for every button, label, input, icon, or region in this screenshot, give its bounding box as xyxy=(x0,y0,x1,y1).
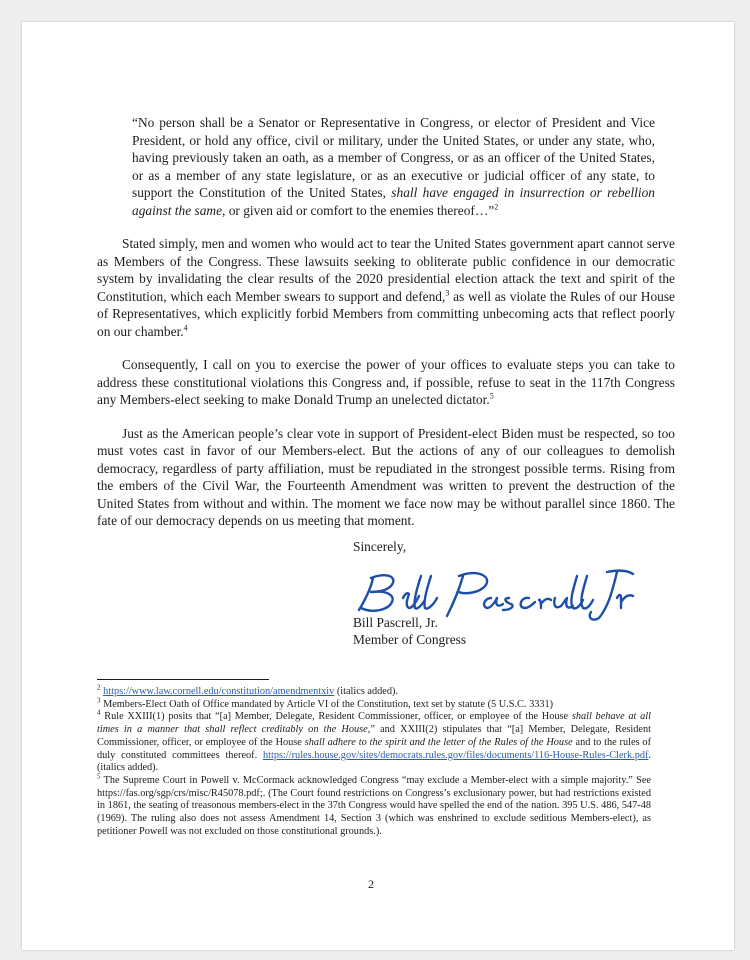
signatory-block xyxy=(353,614,466,648)
salutation: Sincerely, xyxy=(353,539,407,554)
footnote-4-italic-2: shall adhere to the spirit and the letter of the Rules of the House xyxy=(304,736,573,748)
footnote-4-text-c: and to the rules of duly constituted committees thereof. xyxy=(97,736,652,761)
p2-footnote-ref-5: 5 xyxy=(489,391,494,401)
constitution-quote xyxy=(132,114,655,219)
footnote-4-number: 4 xyxy=(97,708,101,717)
letter-page xyxy=(22,22,734,950)
footnote-3-text: Members-Elect Oath of Office mandated by Article VI of the Constitution, text set by statute (5 U.S.C. 3331) xyxy=(100,698,554,710)
footnote-2 xyxy=(97,683,651,699)
quote-footnote-ref: 2 xyxy=(494,202,499,212)
p3-text: Just as the American people’s clear vote in support of President-elect Biden must be respected, so too must votes cast in favor of our Members-elect. But the actions of any of our colleagues to demolish democracy, regardless of party affiliation, must be repudiated in the strongest possible terms. Rising from the embers of the Civil War, the Fourteenth Amendment was written to prevent the destruction of the United States from without and within. The moment we face now may be without parallel since 1860. The fate of our democracy depends on us meeting that moment. xyxy=(97,425,675,528)
signatory-name: Bill Pascrell, Jr. xyxy=(353,615,438,630)
footnote-5 xyxy=(97,772,651,839)
footnote-4-text-d: . (italics added). xyxy=(97,749,651,774)
footnote-4-italic-1: shall behave at all times in a manner that shall reflect creditably on the House xyxy=(97,711,651,736)
p2-text: Consequently, I call on you to exercise the power of your offices to evaluate steps you can take to address these constitutional violations this Congress and, if possible, refuse to seat in the 117th Congress any Members-elect seeking to make Donald Trump an unelected dictator. xyxy=(97,357,675,407)
footnote-3 xyxy=(97,696,651,712)
paragraph-stated-simply xyxy=(97,235,675,340)
footnote-2-text: (italics added). xyxy=(334,686,399,697)
footnote-4 xyxy=(97,708,652,775)
footnote-divider xyxy=(97,679,269,680)
footnote-2-number: 2 xyxy=(97,683,101,692)
paragraph-consequently xyxy=(97,356,675,409)
p1-footnote-ref-3: 3 xyxy=(445,288,450,298)
footnote-4-text-a: Rule XXIII(1) posits that “[a] Member, Delegate, Resident Commissioner, officer, or employee of the House xyxy=(100,711,572,723)
quote-italic: shall have engaged in insurrection or rebellion against the same xyxy=(132,185,656,218)
p1-footnote-ref-4: 4 xyxy=(183,323,188,333)
quote-text-b: , or given aid or comfort to the enemies thereof…” xyxy=(222,202,495,218)
footnote-4-link[interactable]: https://rules.house.gov/sites/democrats.rules.gov/files/documents/116-House-Rules-Clerk.pdf xyxy=(263,749,649,761)
footnote-3-number: 3 xyxy=(97,696,101,705)
paragraph-just-as xyxy=(97,425,675,530)
footnote-5-text: The Supreme Court in Powell v. McCormack acknowledged Congress “may exclude a Member-elect with a simple majority.” See https://fas.org/sgp/crs/misc/R45078.pdf;. (The Court found restrictions on Congress’s exclusionary power, but had restrictions existed in 1861, the seating of treasonous members-elect in the 37th Congress would have spelled the end of the nation. 395 U.S. 486, 547-48 (1969). The ruling also does not assess Amendment 14, Section 3 (which was enshrined to exclude seditious Members-elect), as petitioner Powell was not excluded on those constitutional grounds.). xyxy=(97,774,651,837)
quote-text-a: “No person shall be a Senator or Representative in Congress, or elector of President and Vice President, or hold any office, civil or military, under the United States, or under any state, who, having previously taken an oath, as a member of Congress, or as an officer of the United States, or as a member of any state legislature, or as an executive or judicial officer of any state, to support the Constitution of the United States, xyxy=(132,115,655,200)
footnote-5-number: 5 xyxy=(97,772,101,781)
footnotes xyxy=(97,683,652,838)
letter-body xyxy=(97,114,675,647)
p1-text-b: as well as violate the Rules of our House of Representatives, which explicitly forbid Members from committing unbecoming acts that reflect poorly on our chamber. xyxy=(97,288,675,339)
signatory-title: Member of Congress xyxy=(353,632,467,647)
footnote-2-link[interactable]: https://www.law.cornell.edu/constitution/amendmentxiv xyxy=(103,686,335,697)
p1-text-a: Stated simply, men and women who would act to tear the United States government apart cannot serve as Members of the Congress. These lawsuits seeking to obliterate public confidence in our democratic system by invalidating the clear results of the 2020 presidential election attack the text and spirit of the Constitution, which each Member swears to support and defend, xyxy=(97,236,675,304)
page-number: 2 xyxy=(368,877,374,891)
footnote-4-text-b: ,” and XXIII(2) stipulates that “[a] Member, Delegate, Resident Commissioner, officer, or employee of the House xyxy=(97,724,651,748)
